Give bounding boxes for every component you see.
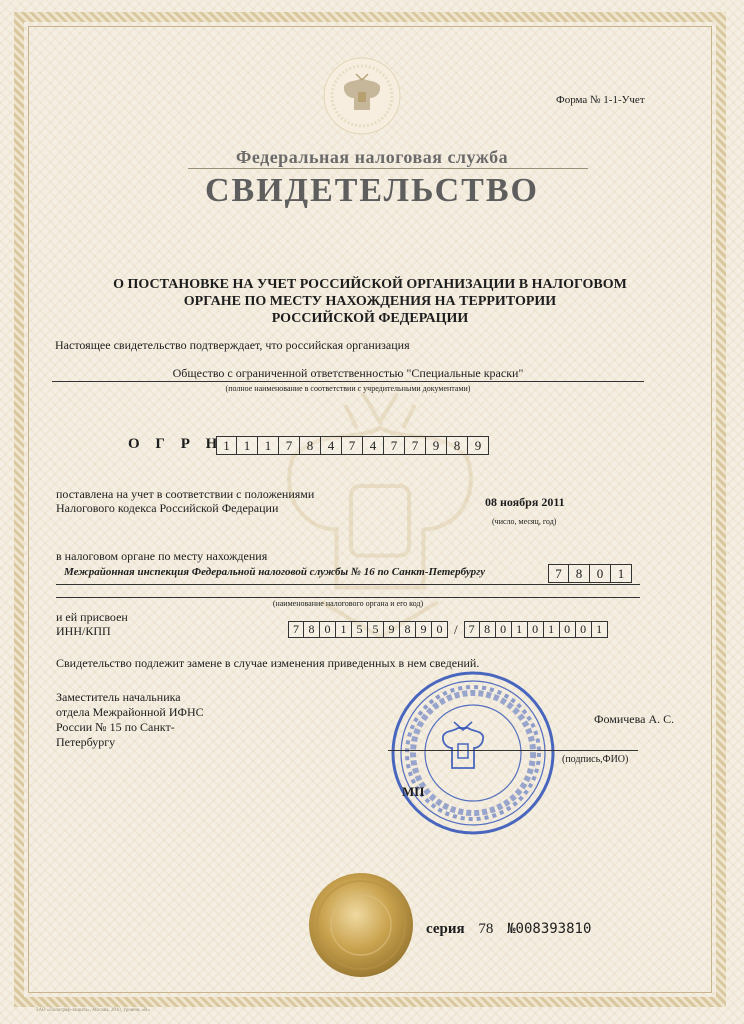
inn-kpp-separator: / [454, 622, 458, 637]
seal-place-mark: МП [402, 784, 425, 799]
certificate-title: СВИДЕТЕЛЬСТВО [205, 172, 539, 209]
agency-underline [188, 168, 588, 169]
ogrn-digit: 9 [468, 436, 489, 455]
state-emblem-icon [322, 56, 402, 136]
inn-digit: 7 [288, 621, 304, 638]
ogrn-digit: 8 [447, 436, 468, 455]
ogrn-digit: 4 [363, 436, 384, 455]
serial-series: 78 [478, 921, 494, 937]
signatory-line-2: отдела Межрайонной ИФНС [56, 705, 204, 719]
kpp-digit: 1 [592, 621, 608, 638]
ogrn-digit: 7 [279, 436, 300, 455]
signature-caption: (подпись,ФИО) [562, 754, 629, 765]
kpp-digit: 0 [576, 621, 592, 638]
inn-digit: 1 [336, 621, 352, 638]
ogrn-digit: 1 [237, 436, 258, 455]
ogrn-digit: 7 [342, 436, 363, 455]
subtitle-line-2: ОРГАНЕ ПО МЕСТУ НАХОЖДЕНИЯ НА ТЕРРИТОРИИ [183, 294, 557, 309]
serial-document-number: №008393810 [507, 921, 592, 937]
ogrn-digit: 1 [216, 436, 237, 455]
authority-code-digit: 7 [548, 564, 569, 583]
inn-digit: 9 [384, 621, 400, 638]
kpp-digit: 0 [496, 621, 512, 638]
inn-digit: 8 [400, 621, 416, 638]
serial-number [426, 921, 591, 938]
kpp-digit: 0 [528, 621, 544, 638]
replacement-note: Свидетельство подлежит замене в случае изменения приведенных в нем сведений. [56, 656, 480, 670]
inn-digit: 5 [368, 621, 384, 638]
inn-digit: 0 [432, 621, 448, 638]
tax-authority-name: Межрайонная инспекция Федеральной налоговой службы № 16 по Санкт-Петербургу [64, 566, 486, 578]
authority-code-digit: 8 [569, 564, 590, 583]
organization-rule [52, 381, 644, 382]
ogrn-digit: 8 [300, 436, 321, 455]
authority-code-digit: 0 [590, 564, 611, 583]
signatory-position [56, 690, 204, 750]
tax-authority-code-cells [548, 564, 632, 583]
subtitle-line-3: РОССИЙСКОЙ ФЕДЕРАЦИИ [271, 311, 469, 326]
tax-authority-intro: в налоговом органе по месту нахождения [56, 549, 268, 563]
gold-hologram-seal-icon [306, 870, 416, 980]
inn-digit: 8 [304, 621, 320, 638]
inn-kpp-cells [288, 621, 608, 638]
organization-name: Общество с ограниченной ответственностью "Специальные краски" [172, 366, 524, 380]
ogrn-digit: 4 [321, 436, 342, 455]
inn-kpp-label: ИНН/КПП [56, 624, 111, 638]
agency-name: Федеральная налоговая служба [235, 147, 509, 167]
serial-label: серия [426, 921, 465, 937]
confirm-text: Настоящее свидетельство подтверждает, что российская организация [55, 338, 410, 352]
inn-digit: 5 [352, 621, 368, 638]
signatory-line-3: России № 15 по Санкт- [56, 720, 175, 734]
tax-authority-rule-2 [56, 597, 640, 598]
ogrn-digit: 7 [384, 436, 405, 455]
inn-digit: 9 [416, 621, 432, 638]
authority-code-digit: 1 [611, 564, 632, 583]
registration-date: 08 ноября 2011 [485, 495, 565, 509]
date-caption: (число, месяц, год) [492, 517, 557, 526]
signatory-line-1: Заместитель начальника [56, 690, 181, 704]
assigned-intro: и ей присвоен [56, 610, 128, 624]
certificate-subtitle [70, 276, 670, 327]
subtitle-line-1: О ПОСТАНОВКЕ НА УЧЕТ РОССИЙСКОЙ ОРГАНИЗАЦИИ В НАЛОГОВОМ [113, 277, 627, 292]
signatory-line-4: Петербургу [56, 735, 116, 749]
ogrn-label: О Г Р Н [128, 436, 224, 452]
registration-line-2: Налогового кодекса Российской Федерации [56, 501, 279, 515]
form-number: Форма № 1-1-Учет [556, 94, 645, 106]
watermark-eagle-icon [235, 370, 525, 660]
tax-authority-rule [56, 584, 640, 585]
official-stamp-icon [388, 668, 558, 838]
organization-caption: (полное наименование в соответствии с учредительными документами) [225, 384, 471, 393]
kpp-digit: 1 [544, 621, 560, 638]
registration-line-1: поставлена на учет в соответствии с положениями [56, 487, 315, 501]
ogrn-digit: 9 [426, 436, 447, 455]
signature-rule [388, 750, 638, 751]
tax-authority-caption: (наименование налогового органа и его код) [272, 599, 424, 608]
printer-note: ЗАО «Полиграф-защита», Москва, 2010, уровень «В» [36, 1008, 151, 1013]
ogrn-digit: 7 [405, 436, 426, 455]
kpp-digit: 1 [512, 621, 528, 638]
kpp-digit: 7 [464, 621, 480, 638]
ogrn-digit: 1 [258, 436, 279, 455]
kpp-digit: 8 [480, 621, 496, 638]
signer-name: Фомичева А. С. [594, 712, 675, 726]
ogrn-cells [216, 436, 489, 455]
inn-digit: 0 [320, 621, 336, 638]
kpp-digit: 0 [560, 621, 576, 638]
